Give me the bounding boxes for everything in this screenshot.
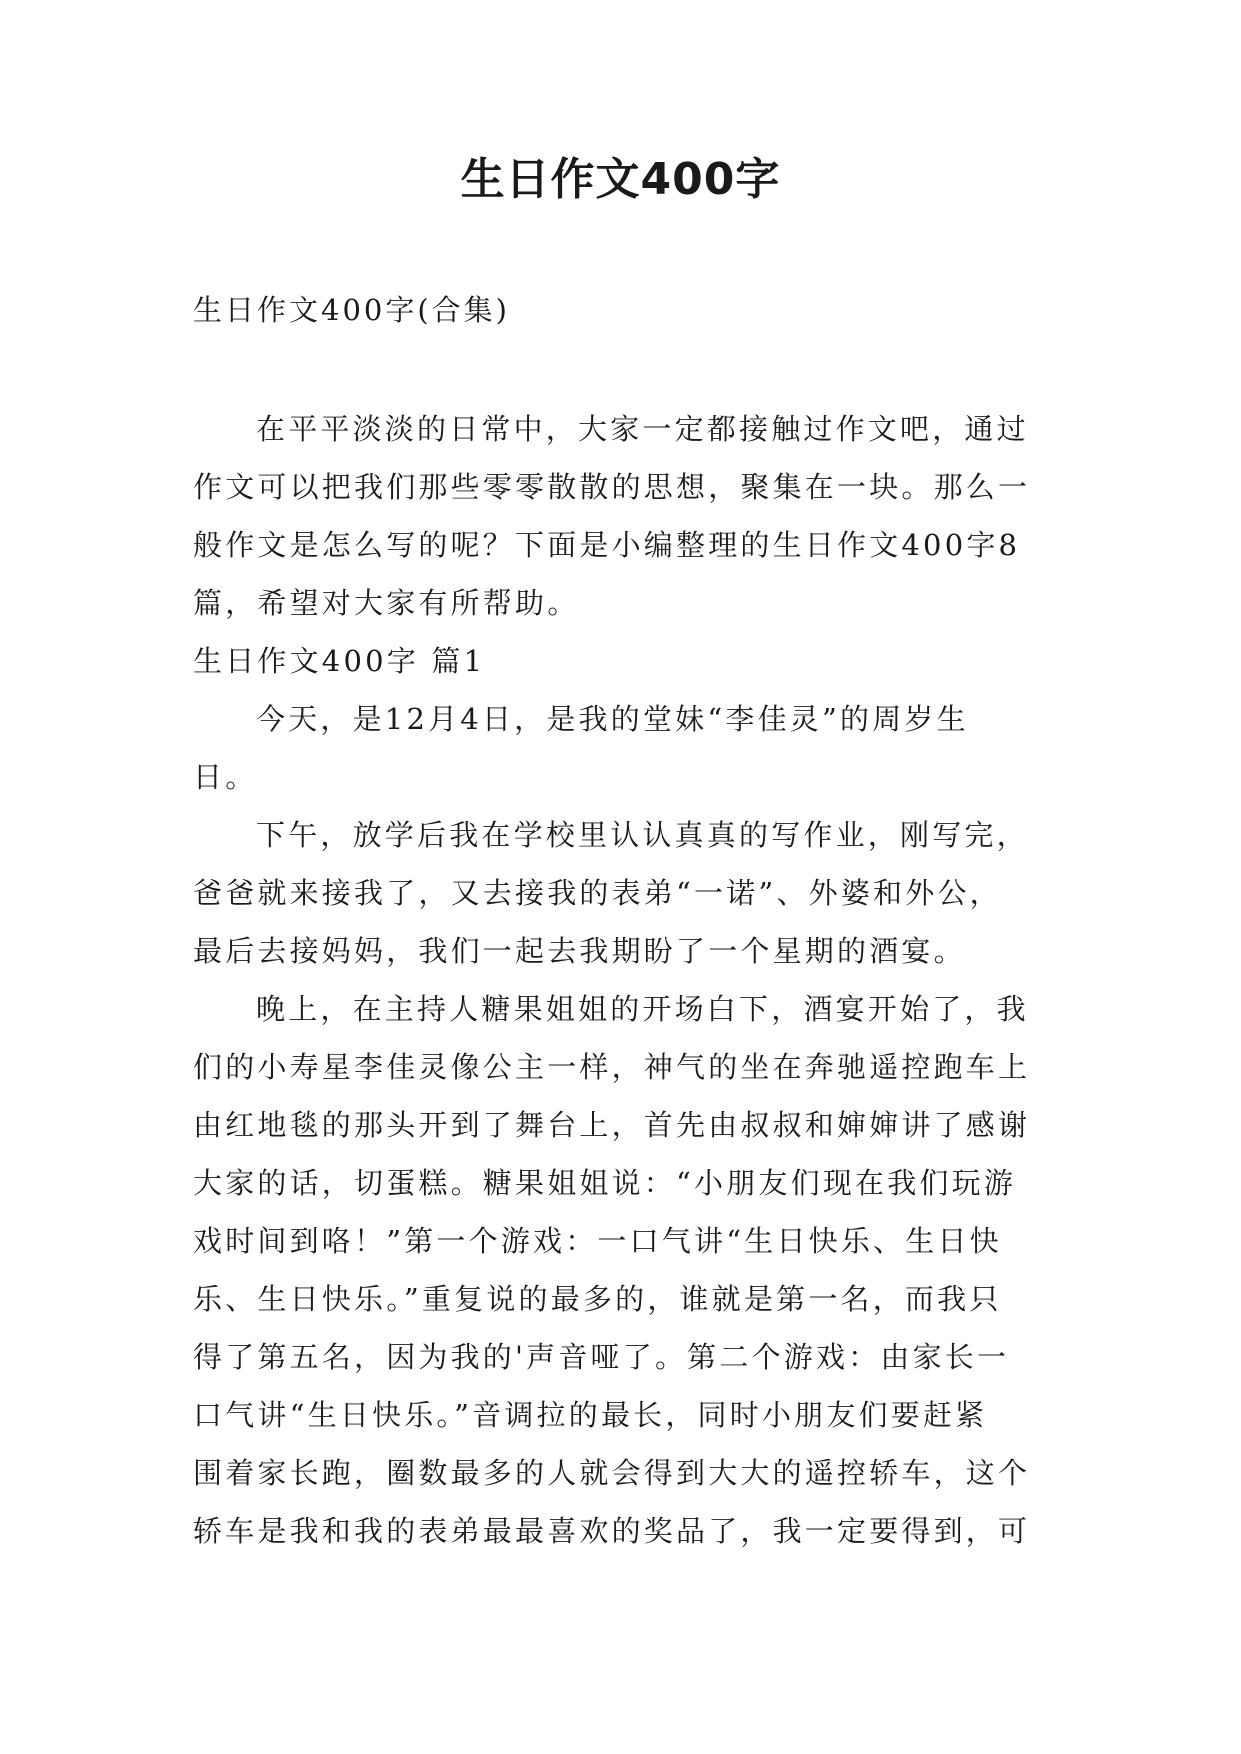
text-line: 最后去接妈妈，我们一起去我期盼了一个星期的酒宴。 bbox=[193, 934, 966, 968]
text-line: 围着家长跑，圈数最多的人就会得到大大的遥控轿车，这个 bbox=[193, 1456, 1031, 1490]
text-line: 得了第五名，因为我的'声音哑了。第二个游戏：由家长一 bbox=[193, 1340, 1010, 1374]
text-line: 日。 bbox=[193, 760, 258, 794]
text-line: 在平平淡淡的日常中，大家一定都接触过作文吧，通过 bbox=[256, 412, 1029, 446]
text-line: 口气讲“生日快乐。”音调拉的最长，同时小朋友们要赶紧 bbox=[193, 1398, 988, 1432]
text-line: 篇，希望对大家有所帮助。 bbox=[193, 586, 580, 620]
text-line: 乐、生日快乐。”重复说的最多的，谁就是第一名，而我只 bbox=[193, 1282, 1002, 1316]
text-line: 下午，放学后我在学校里认认真真的写作业，刚写完， bbox=[256, 818, 1029, 852]
text-line: 们的小寿星李佳灵像公主一样，神气的坐在奔驰遥控跑车上 bbox=[193, 1050, 1031, 1084]
text-line: 般作文是怎么写的呢？下面是小编整理的生日作文400字8 bbox=[193, 528, 1021, 562]
text-line: 晚上，在主持人糖果姐姐的开场白下，酒宴开始了，我 bbox=[256, 992, 1029, 1026]
text-line: 轿车是我和我的表弟最最喜欢的奖品了，我一定要得到，可 bbox=[193, 1514, 1031, 1548]
text-line: 戏时间到咯！”第一个游戏：一口气讲“生日快乐、生日快 bbox=[193, 1224, 1002, 1258]
text-line: 作文可以把我们那些零零散散的思想，聚集在一块。那么一 bbox=[193, 470, 1031, 504]
document-body bbox=[193, 400, 1053, 1560]
text-line: 生日作文400字 篇1 bbox=[193, 644, 486, 678]
text-line: 爸爸就来接我了，又去接我的表弟“一诺”、外婆和外公， bbox=[193, 876, 1002, 910]
page-title: 生日作文400字 bbox=[460, 154, 781, 205]
document-subtitle: 生日作文400字(合集) bbox=[193, 293, 510, 327]
text-line: 由红地毯的那头开到了舞台上，首先由叔叔和婶婶讲了感谢 bbox=[193, 1108, 1031, 1142]
text-line: 今天，是12月4日，是我的堂妹“李佳灵”的周岁生 bbox=[256, 702, 969, 736]
text-line: 大家的话，切蛋糕。糖果姐姐说：“小朋友们现在我们玩游 bbox=[193, 1166, 1017, 1200]
